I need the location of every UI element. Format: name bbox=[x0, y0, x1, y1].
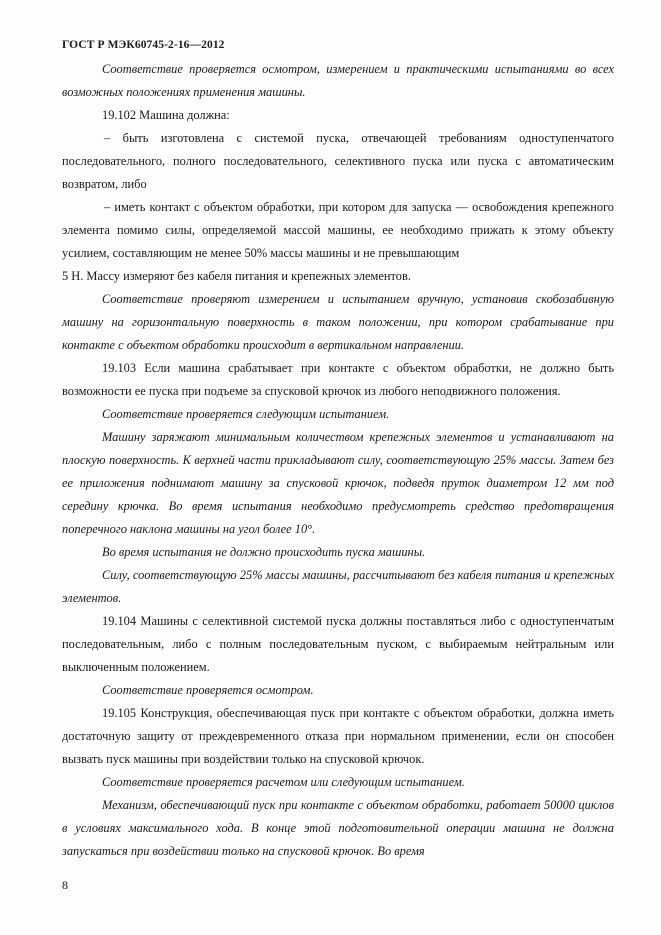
paragraph: 19.102 Машина должна: bbox=[102, 108, 230, 122]
paragraph: Соответствие проверяется осмотром, измерением и практическими испытаниями во всех возможных положениях применения машины. bbox=[62, 62, 614, 99]
paragraph: Соответствие проверяется осмотром. bbox=[102, 683, 314, 697]
paragraph: 5 Н. Массу измеряют без кабеля питания и крепежных элементов. bbox=[62, 269, 411, 283]
paragraph: – быть изготовлена с системой пуска, отвечающей требованиям одноступенчатого последовательного, полного последовательного, селективного пуска или пуска с автоматическим возвратом, либо bbox=[62, 131, 614, 191]
paragraph: 19.105 Конструкция, обеспечивающая пуск при контакте с объектом обработки, должна иметь достаточную защиту от преждевременного отказа при нормальном применении, если он способен вызвать пуск машины при воздействии только на спусковой крючок. bbox=[62, 706, 614, 766]
paragraph: 19.103 Если машина срабатывает при контакте с объектом обработки, не должно быть возможности ее пуска при подъеме за спусковой крючок из любого неподвижного положения. bbox=[62, 361, 614, 398]
document-header: ГОСТ Р МЭК60745-2-16—2012 bbox=[62, 39, 225, 51]
paragraph: 19.104 Машины с селективной системой пуска должны поставляться либо с одноступенчатым последовательным, либо с полным последовательным пуском, с выбираемым нейтральным или выключенным положением. bbox=[62, 614, 614, 674]
paragraph: Машину заряжают минимальным количеством крепежных элементов и устанавливают на плоскую поверхность. К верхней части прикладывают силу, соответствующую 25% массы. Затем без ее приложения поднимают машину за спусковой крючок, подведя пруток диаметром 12 мм под середину крючка. Во время испытания необходимо предусмотреть средство предотвращения поперечного наклона машины на угол более 10°. bbox=[62, 430, 614, 536]
paragraph: – иметь контакт с объектом обработки, при котором для запуска — освобождения крепежного элемента помимо силы, определяемой массой машины, ее необходимо прижать к этому объекту усилием, составляющим не менее 50% массы машины и не превышающим bbox=[62, 200, 614, 260]
document-body bbox=[62, 58, 614, 863]
paragraph: Соответствие проверяется расчетом или следующим испытанием. bbox=[102, 775, 465, 789]
paragraph: Соответствие проверяется следующим испытанием. bbox=[102, 407, 390, 421]
paragraph: Во время испытания не должно происходить пуска машины. bbox=[102, 545, 426, 559]
paragraph: Механизм, обеспечивающий пуск при контакте с объектом обработки, работает 50000 циклов в условиях максимального хода. В конце этой подготовительной операции машина не должна запускаться при воздействии только на спусковой крючок. Во время bbox=[62, 798, 614, 858]
page-number: 8 bbox=[62, 878, 68, 892]
paragraph: Силу, соответствующую 25% массы машины, рассчитывают без кабеля питания и крепежных элементов. bbox=[62, 568, 614, 605]
paragraph: Соответствие проверяют измерением и испытанием вручную, установив скобозабивную машину на горизонтальную поверхность в таком положении, при котором срабатывание при контакте с объектом обработки происходит в вертикальном направлении. bbox=[62, 292, 614, 352]
